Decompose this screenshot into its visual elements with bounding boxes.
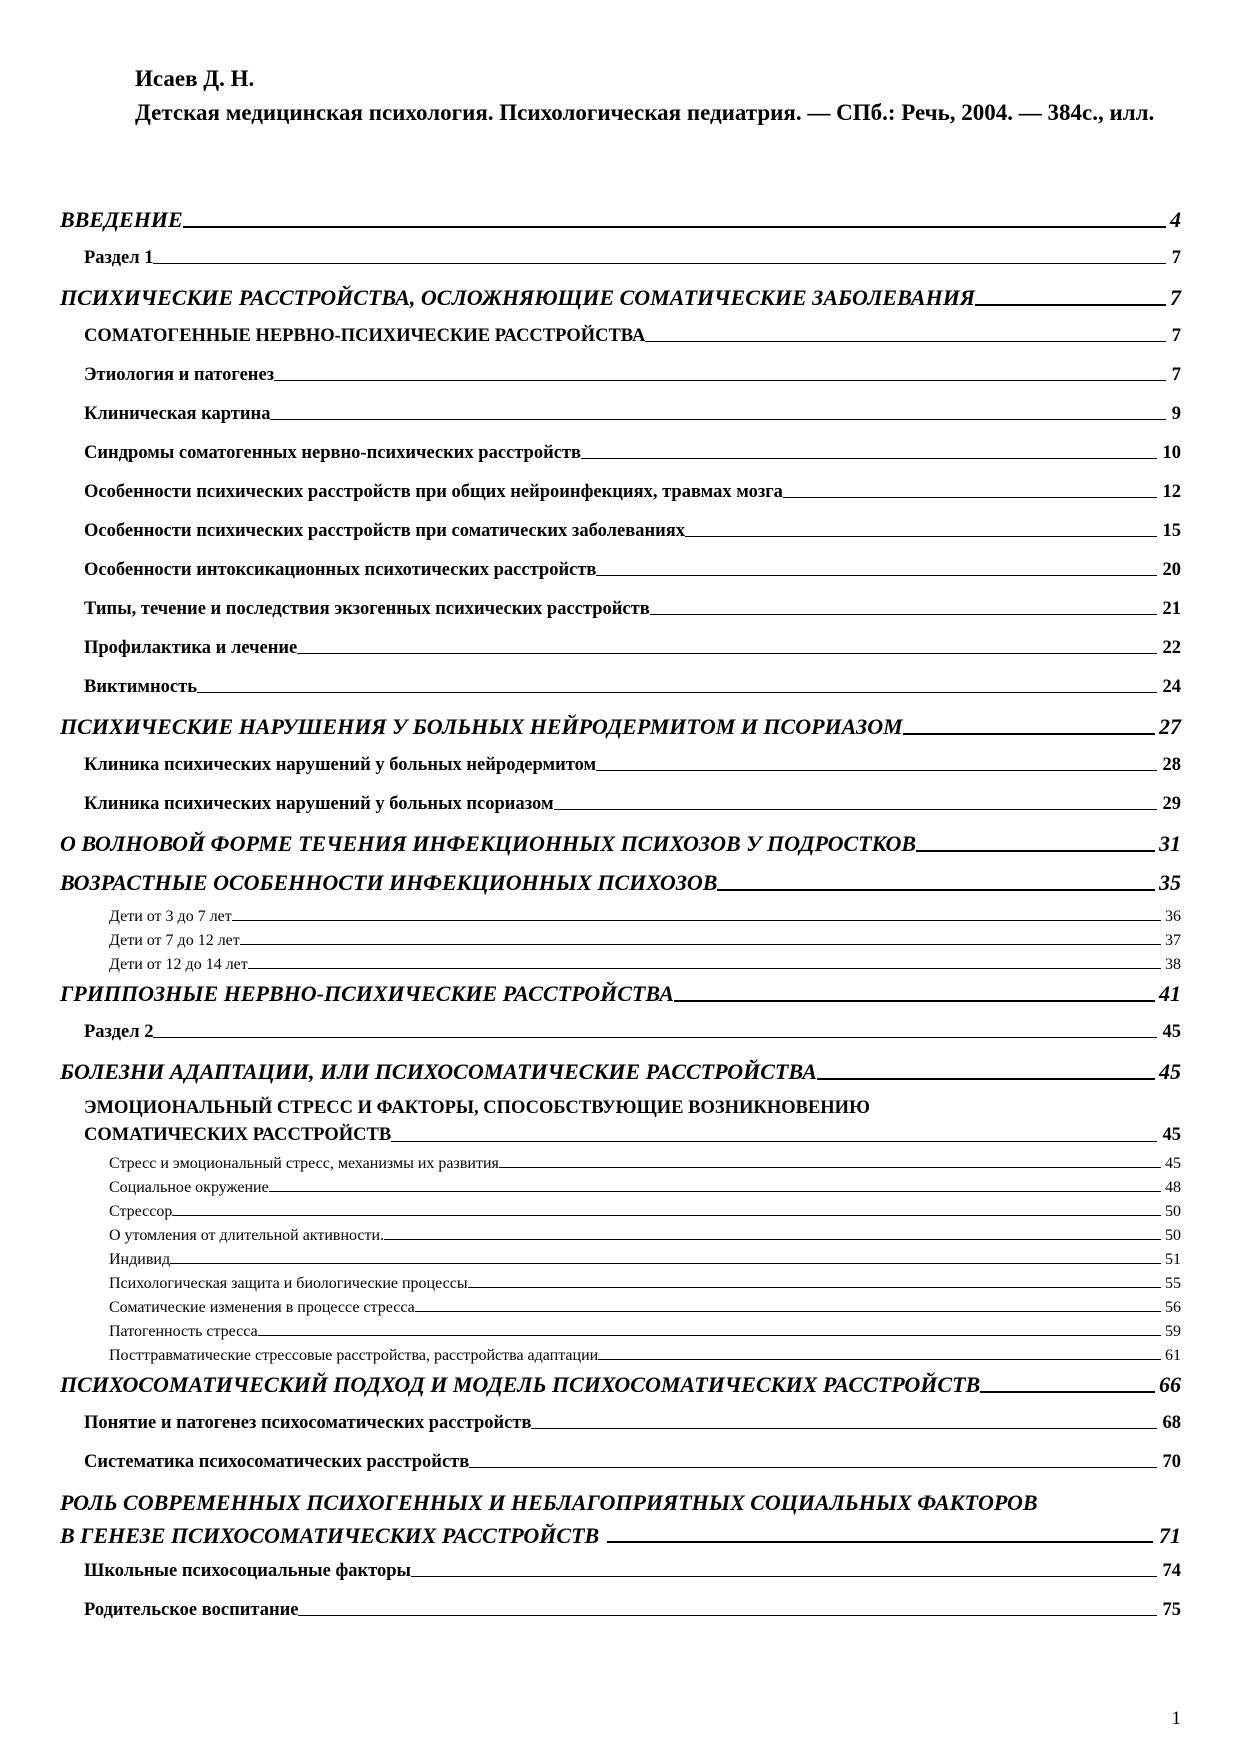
toc-entry-page: 45	[1165, 1155, 1181, 1172]
toc-entry-page: 50	[1165, 1203, 1181, 1220]
toc-entry-page: 22	[1162, 638, 1181, 658]
toc-entry-label: Школьные психосоциальные факторы	[84, 1561, 411, 1581]
leader-line	[975, 304, 1166, 306]
leader-line	[384, 1239, 1161, 1240]
toc-entry-label: Раздел 1	[84, 248, 154, 268]
leader-line	[468, 1287, 1161, 1288]
toc-entry-label: Клиническая картина	[84, 404, 271, 424]
toc-entry-page: 56	[1165, 1299, 1181, 1316]
toc-entry-page: 28	[1162, 755, 1181, 775]
leader-line	[531, 1428, 1156, 1429]
toc-entry-page: 45	[1159, 1058, 1181, 1084]
leader-line	[554, 809, 1157, 810]
toc-entry-page: 4	[1170, 206, 1181, 232]
toc-entry[interactable]	[60, 239, 1181, 278]
document-header	[60, 62, 1181, 130]
leader-line	[270, 419, 1165, 420]
toc-entry[interactable]	[60, 395, 1181, 434]
toc-entry-page: 7	[1170, 284, 1181, 310]
toc-entry-page: 37	[1165, 932, 1181, 949]
toc-entry-label: ПСИХИЧЕСКИЕ РАССТРОЙСТВА, ОСЛОЖНЯЮЩИЕ СОМАТИЧЕСКИЕ ЗАБОЛЕВАНИЯ	[60, 284, 975, 310]
leader-line	[170, 1263, 1161, 1264]
toc-entry-label: Дети от 12 до 14 лет	[109, 956, 248, 973]
toc-entry[interactable]	[60, 863, 1181, 902]
toc-entry-label: ВВЕДЕНИЕ	[60, 206, 183, 232]
leader-line	[248, 968, 1161, 969]
toc-entry-page: 38	[1165, 956, 1181, 973]
leader-line	[581, 458, 1156, 459]
toc-entry-label: БОЛЕЗНИ АДАПТАЦИИ, ИЛИ ПСИХОСОМАТИЧЕСКИЕ РАССТРОЙСТВА	[60, 1058, 817, 1084]
toc-entry[interactable]	[60, 1317, 1181, 1341]
toc-entry[interactable]	[60, 1197, 1181, 1221]
toc-entry[interactable]	[60, 1552, 1181, 1591]
toc-entry-page: 45	[1162, 1125, 1181, 1145]
leader-line	[645, 341, 1165, 342]
toc-entry-label: Патогенность стресса	[109, 1323, 258, 1340]
toc-entry[interactable]	[60, 629, 1181, 668]
toc-entry[interactable]	[60, 473, 1181, 512]
leader-line	[674, 1000, 1155, 1002]
toc-entry[interactable]	[60, 785, 1181, 824]
leader-line	[269, 1191, 1161, 1192]
toc-entry-page: 27	[1159, 713, 1181, 739]
toc-entry-label: ЭМОЦИОНАЛЬНЫЙ СТРЕСС И ФАКТОРЫ, СПОСОБСТВУЮЩИЕ ВОЗНИКНОВЕНИЮ	[84, 1098, 870, 1118]
toc-entry-label: Виктимность	[84, 677, 197, 697]
leader-line	[596, 575, 1156, 576]
toc-entry-label: Понятие и патогенез психосоматических расстройств	[84, 1413, 532, 1433]
toc-entry-label: Родительское воспитание	[84, 1600, 299, 1620]
leader-line	[607, 1541, 1153, 1543]
toc-entry-page: 15	[1162, 521, 1181, 541]
toc-entry-label: РОЛЬ СОВРЕМЕННЫХ ПСИХОГЕННЫХ И НЕБЛАГОПРИЯТНЫХ СОЦИАЛЬНЫХ ФАКТОРОВ	[60, 1490, 1038, 1515]
toc-entry-label: О утомления от длительной активности.	[109, 1227, 385, 1244]
leader-line	[297, 653, 1156, 654]
toc-entry[interactable]	[60, 1482, 1181, 1552]
toc-entry[interactable]	[60, 1443, 1181, 1482]
toc-entry-label: Систематика психосоматических расстройств	[84, 1452, 470, 1472]
leader-line	[650, 614, 1157, 615]
leader-line	[783, 497, 1157, 498]
toc-entry-label: Психологическая защита и биологические процессы	[109, 1275, 468, 1292]
toc-entry[interactable]	[60, 668, 1181, 707]
toc-entry-label: Соматические изменения в процессе стресса	[109, 1299, 415, 1316]
toc-entry-label-continued: СОМАТИЧЕСКИХ РАССТРОЙСТВ	[84, 1125, 392, 1145]
toc-entry[interactable]	[60, 1091, 1181, 1149]
toc-entry[interactable]	[60, 356, 1181, 395]
toc-entry-label: Особенности интоксикационных психотических расстройств	[84, 560, 597, 580]
toc-entry-label: О ВОЛНОВОЙ ФОРМЕ ТЕЧЕНИЯ ИНФЕКЦИОННЫХ ПСИХОЗОВ У ПОДРОСТКОВ	[60, 830, 917, 856]
leader-line	[980, 1391, 1155, 1393]
toc-entry-page: 20	[1162, 560, 1181, 580]
toc-entry[interactable]	[60, 1341, 1181, 1365]
toc-entry-label: Особенности психических расстройств при соматических заболеваниях	[84, 521, 686, 541]
toc-entry[interactable]	[60, 1221, 1181, 1245]
toc-entry[interactable]	[60, 551, 1181, 590]
toc-entry-page: 35	[1159, 869, 1181, 895]
toc-entry[interactable]	[60, 1293, 1181, 1317]
leader-line	[469, 1467, 1156, 1468]
leader-line	[391, 1141, 1156, 1142]
leader-line	[232, 920, 1161, 921]
toc-entry-label: СОМАТОГЕННЫЕ НЕРВНО-ПСИХИЧЕСКИЕ РАССТРОЙСТВА	[84, 326, 646, 346]
toc-entry-label: Стрессор	[109, 1203, 173, 1220]
toc-entry[interactable]	[60, 1173, 1181, 1197]
toc-entry-page: 41	[1159, 980, 1181, 1006]
toc-entry-page: 21	[1162, 599, 1181, 619]
toc-entry[interactable]	[60, 1591, 1181, 1630]
toc-entry-page: 29	[1162, 794, 1181, 814]
table-of-contents	[60, 200, 1181, 1630]
toc-entry-label: Профилактика и лечение	[84, 638, 298, 658]
bibliographic-title: Детская медицинская психология. Психологическая педиатрия. — СПб.: Речь, 2004. — 384с., илл.	[135, 100, 1155, 125]
toc-entry-page: 59	[1165, 1323, 1181, 1340]
toc-entry-page: 7	[1171, 248, 1181, 268]
toc-entry[interactable]	[60, 926, 1181, 950]
leader-line	[258, 1335, 1161, 1336]
leader-line	[817, 1078, 1155, 1080]
leader-line	[499, 1167, 1161, 1168]
leader-line	[916, 850, 1155, 852]
toc-entry-page: 12	[1162, 482, 1181, 502]
toc-entry[interactable]	[60, 434, 1181, 473]
toc-entry-label: ПСИХИЧЕСКИЕ НАРУШЕНИЯ У БОЛЬНЫХ НЕЙРОДЕРМИТОМ И ПСОРИАЗОМ	[60, 713, 903, 739]
toc-entry-page: 45	[1162, 1022, 1181, 1042]
leader-line	[415, 1311, 1161, 1312]
leader-line	[685, 536, 1156, 537]
leader-line	[903, 733, 1155, 735]
toc-entry[interactable]	[60, 1269, 1181, 1293]
toc-entry-label: Раздел 2	[84, 1022, 154, 1042]
toc-entry[interactable]	[60, 1404, 1181, 1443]
toc-entry-page: 50	[1165, 1227, 1181, 1244]
toc-entry-page: 51	[1165, 1251, 1181, 1268]
leader-line	[298, 1615, 1156, 1616]
toc-entry-page: 71	[1159, 1523, 1181, 1548]
toc-entry-page: 36	[1165, 908, 1181, 925]
toc-entry[interactable]	[60, 746, 1181, 785]
toc-entry-label: ПСИХОСОМАТИЧЕСКИЙ ПОДХОД И МОДЕЛЬ ПСИХОСОМАТИЧЕСКИХ РАССТРОЙСТВ	[60, 1371, 981, 1397]
toc-entry-label: Стресс и эмоциональный стресс, механизмы их развития	[109, 1155, 499, 1172]
toc-entry-page: 70	[1162, 1452, 1181, 1472]
toc-entry[interactable]	[60, 950, 1181, 974]
leader-line	[240, 944, 1161, 945]
toc-entry-label: Индивид	[109, 1251, 171, 1268]
toc-entry[interactable]	[60, 317, 1181, 356]
toc-entry-page: 55	[1165, 1275, 1181, 1292]
toc-entry[interactable]	[60, 1052, 1181, 1091]
toc-entry-page: 10	[1162, 443, 1181, 463]
leader-line	[172, 1215, 1161, 1216]
leader-line	[274, 380, 1166, 381]
leader-line	[717, 889, 1155, 891]
leader-line	[598, 1359, 1161, 1360]
toc-entry-label: Посттравматические стрессовые расстройства, расстройства адаптации	[109, 1347, 599, 1364]
toc-entry[interactable]	[60, 974, 1181, 1013]
toc-entry-label: ВОЗРАСТНЫЕ ОСОБЕННОСТИ ИНФЕКЦИОННЫХ ПСИХОЗОВ	[60, 869, 718, 895]
toc-entry-label-continued: В ГЕНЕЗЕ ПСИХОСОМАТИЧЕСКИХ РАССТРОЙСТВ	[60, 1523, 600, 1548]
toc-entry[interactable]	[60, 512, 1181, 551]
toc-entry-page: 24	[1162, 677, 1181, 697]
toc-entry[interactable]	[60, 1013, 1181, 1052]
toc-entry[interactable]	[60, 824, 1181, 863]
leader-line	[596, 770, 1156, 771]
leader-line	[153, 1037, 1156, 1038]
toc-entry-page: 7	[1171, 365, 1181, 385]
toc-entry-label: Дети от 3 до 7 лет	[109, 908, 232, 925]
toc-entry-label: Дети от 7 до 12 лет	[109, 932, 240, 949]
toc-entry-page: 48	[1165, 1179, 1181, 1196]
toc-entry[interactable]	[60, 1245, 1181, 1269]
toc-entry-label: Клиника психических нарушений у больных нейродермитом	[84, 755, 597, 775]
leader-line	[197, 692, 1157, 693]
toc-entry[interactable]	[60, 1149, 1181, 1173]
page-number: 1	[1171, 1708, 1181, 1729]
leader-line	[153, 263, 1165, 264]
toc-entry-page: 7	[1171, 326, 1181, 346]
toc-entry[interactable]	[60, 707, 1181, 746]
toc-entry[interactable]	[60, 590, 1181, 629]
toc-entry-page: 68	[1162, 1413, 1181, 1433]
toc-entry-page: 74	[1162, 1561, 1181, 1581]
author-line: Исаев Д. Н.	[135, 66, 255, 91]
leader-line	[183, 226, 1166, 228]
toc-entry-label: Клиника психических нарушений у больных псориазом	[84, 794, 554, 814]
toc-entry-label: Особенности психических расстройств при общих нейроинфекциях, травмах мозга	[84, 482, 783, 502]
leader-line	[411, 1576, 1157, 1577]
toc-entry-label: Этиология и патогенез	[84, 365, 275, 385]
toc-entry-label: ГРИППОЗНЫЕ НЕРВНО-ПСИХИЧЕСКИЕ РАССТРОЙСТВА	[60, 980, 674, 1006]
toc-entry-label: Синдромы соматогенных нервно-психических расстройств	[84, 443, 582, 463]
toc-entry-page: 9	[1171, 404, 1181, 424]
toc-entry[interactable]	[60, 1365, 1181, 1404]
toc-entry-label: Типы, течение и последствия экзогенных психических расстройств	[84, 599, 650, 619]
toc-entry[interactable]	[60, 902, 1181, 926]
toc-entry[interactable]	[60, 200, 1181, 239]
toc-entry-page: 31	[1159, 830, 1181, 856]
toc-entry-page: 66	[1159, 1371, 1181, 1397]
toc-entry-page: 75	[1162, 1600, 1181, 1620]
toc-entry[interactable]	[60, 278, 1181, 317]
toc-entry-label: Социальное окружение	[109, 1179, 269, 1196]
toc-entry-page: 61	[1165, 1347, 1181, 1364]
